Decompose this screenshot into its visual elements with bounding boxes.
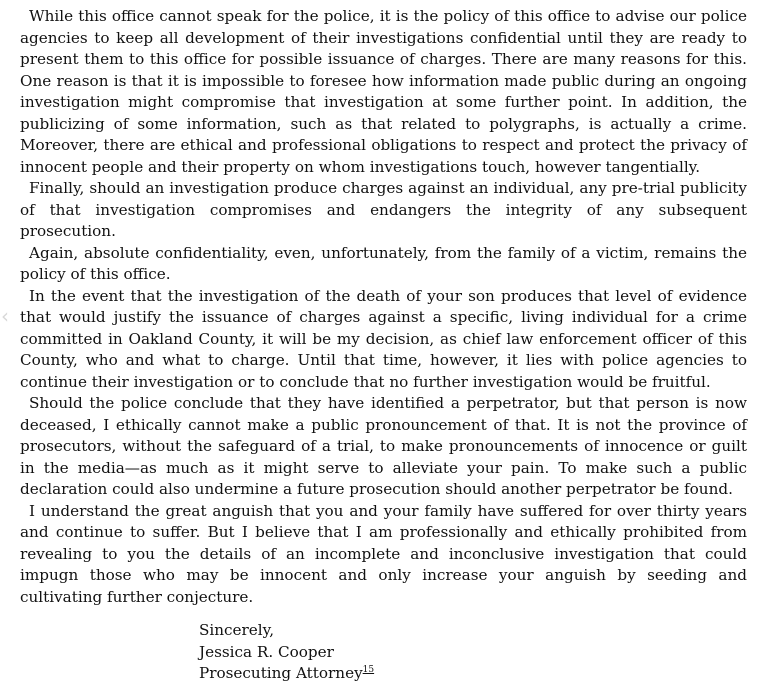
signature-closing: Sincerely, xyxy=(199,621,275,639)
signature-title-line xyxy=(199,663,747,685)
paragraph-pretrial-publicity: Finally, should an investigation produce charges against an individual, any pre-trial publicity of that investigation compromises and endangers the integrity of any subsequent prosecution. xyxy=(20,179,747,240)
paragraph-absolute-confidentiality: Again, absolute confidentiality, even, unfortunately, from the family of a victim, remains the policy of this office. xyxy=(20,243,747,283)
signature-title: Prosecuting Attorney xyxy=(199,664,363,682)
chevron-left-icon[interactable]: ‹ xyxy=(1,304,9,328)
letter-body xyxy=(20,6,747,685)
paragraph-anguish: I understand the great anguish that you and your family have suffered for over thirty years and continue to suffer. But I believe that I am professionally and ethically prohibited from revealing to you the details of an incomplete and inconclusive investigation that could impugn those who may be innocent and only increase your anguish by seeding and cultivating further conjecture. xyxy=(20,501,747,606)
paragraph-charging-decision: In the event that the investigation of the death of your son produces that level of evidence that would justify the issuance of charges against a specific, living individual for a crime committed in Oakland County, it will be my decision, as chief law enforcement officer of this County, who and what to charge. Until that time, however, it lies with police agencies to continue their investigation or to conclude that no further investigation would be fruitful. xyxy=(20,286,747,391)
paragraph-deceased-perpetrator: Should the police conclude that they have identified a perpetrator, but that person is now deceased, I ethically cannot make a public pronouncement of that. It is not the province of prosecutors, without the safeguard of a trial, to make pronouncements of innocence or guilt in the media—as much as it might serve to alleviate your pain. To make such a public declaration could also undermine a future prosecution should another perpetrator be found. xyxy=(20,394,747,498)
signature-name: Jessica R. Cooper xyxy=(199,642,334,661)
paragraph-confidentiality-policy: While this office cannot speak for the police, it is the policy of this office to advise our police agencies to keep all development of their investigations confidential until they are ready to present them to this office for possible issuance of charges. There are many reasons for this. One reason is that it is impossible to foresee how information made public during an ongoing investigation might compromise that investigation at some further point. In addition, the publicizing of some information, such as that related to polygraphs, is actually a crime. Moreover, there are ethical and professional obligations to respect and protect the privacy of innocent people and their property on whom investigations touch, however tangentially. xyxy=(20,7,747,176)
signature-block xyxy=(199,620,747,685)
footnote-reference-link[interactable]: 15 xyxy=(362,664,375,675)
